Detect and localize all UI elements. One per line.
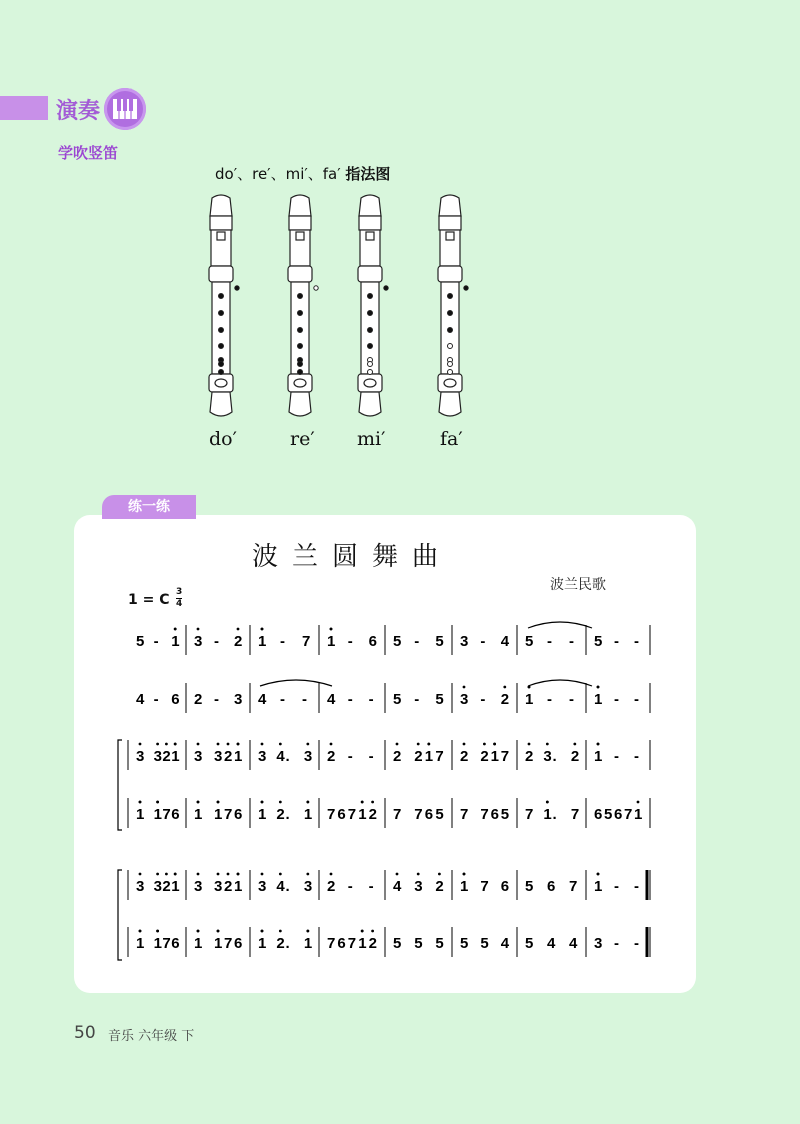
time-signature-top: 3 xyxy=(176,587,183,597)
note: 3 xyxy=(214,878,223,895)
note: 6 xyxy=(234,935,243,952)
note: 3 xyxy=(214,748,223,765)
system-bracket xyxy=(118,740,122,830)
measure xyxy=(327,873,374,895)
note: 3 xyxy=(460,633,469,650)
note: 2 xyxy=(500,691,510,708)
note: 3 xyxy=(136,878,145,895)
measure xyxy=(258,930,312,952)
note: - xyxy=(214,691,219,708)
note: 6 xyxy=(368,633,377,650)
note: 2 xyxy=(234,633,243,650)
note: 4 xyxy=(500,935,510,952)
measure xyxy=(594,686,639,708)
measure xyxy=(460,686,509,708)
note: 4 xyxy=(136,691,145,708)
measure xyxy=(393,806,444,823)
note: 5 xyxy=(393,691,402,708)
measure xyxy=(594,633,639,650)
note: 1 xyxy=(634,806,643,823)
note: 1 xyxy=(171,878,180,895)
note: 2 xyxy=(162,748,171,765)
note: 3 xyxy=(460,691,469,708)
note: 2 xyxy=(460,748,469,765)
note: 7 xyxy=(393,806,402,823)
note: - xyxy=(280,633,285,650)
note: 1 xyxy=(171,748,180,765)
note: 1 xyxy=(136,935,145,952)
note-label-mi: mi′ xyxy=(357,428,386,450)
measure xyxy=(194,930,242,952)
note: 6 xyxy=(171,935,180,952)
note: 2 xyxy=(368,806,377,823)
note: 1 xyxy=(525,691,534,708)
note: 4 xyxy=(327,691,336,708)
note: 3 xyxy=(594,935,603,952)
measure xyxy=(460,633,510,650)
note: 1 xyxy=(594,748,603,765)
note: - xyxy=(414,691,420,708)
note: 2 xyxy=(480,748,489,765)
note: - xyxy=(480,691,486,708)
score-row xyxy=(136,625,650,655)
note: 3 xyxy=(303,748,313,765)
note: 1 xyxy=(234,748,243,765)
measure xyxy=(194,691,242,708)
note: 5 xyxy=(525,633,534,650)
note: 1 xyxy=(303,935,313,952)
note: 7 xyxy=(347,935,357,952)
note: - xyxy=(614,691,619,708)
note: 7 xyxy=(327,935,336,952)
score-row xyxy=(128,927,650,957)
note: 3 xyxy=(194,633,203,650)
measure xyxy=(194,743,242,765)
measure xyxy=(258,628,310,650)
note: 2 xyxy=(162,878,171,895)
measure xyxy=(460,935,510,952)
measure xyxy=(136,873,180,895)
note: - xyxy=(569,691,574,708)
note: 1 xyxy=(358,935,367,952)
note: 7 xyxy=(624,806,633,823)
measure xyxy=(136,628,180,650)
measure xyxy=(327,930,377,952)
measure xyxy=(194,873,242,895)
note: 2 xyxy=(327,748,336,765)
note: 4 xyxy=(393,878,402,895)
note: 1 xyxy=(303,806,313,823)
measure xyxy=(460,806,509,823)
note: - xyxy=(368,748,374,765)
note: 2 xyxy=(327,878,336,895)
note: - xyxy=(368,878,374,895)
measure xyxy=(136,930,180,952)
note: 1 xyxy=(171,633,180,650)
note: 4 xyxy=(500,633,510,650)
measure xyxy=(327,628,377,650)
note: 2 xyxy=(276,806,285,823)
measure xyxy=(194,628,242,650)
measure xyxy=(594,873,639,895)
note: 7 xyxy=(162,806,171,823)
note: 7 xyxy=(460,806,469,823)
measure xyxy=(460,743,509,765)
note: 5 xyxy=(435,633,444,650)
note: 5 xyxy=(500,806,510,823)
song-origin: 波兰民歌 xyxy=(550,577,606,593)
note: 7 xyxy=(224,806,233,823)
note: 3 xyxy=(234,691,243,708)
note: 2 xyxy=(276,935,285,952)
measure xyxy=(393,633,444,650)
note: . xyxy=(552,806,557,823)
note: - xyxy=(347,633,353,650)
note: 6 xyxy=(171,806,180,823)
key-signature: 1 = C xyxy=(128,592,170,608)
practice-tab: 练一练 xyxy=(102,495,196,519)
note: 2 xyxy=(224,878,233,895)
measure xyxy=(525,935,578,952)
note: - xyxy=(634,633,639,650)
system-bracket xyxy=(118,870,122,960)
fingering-title-suffix: 指法图 xyxy=(345,165,391,183)
note: - xyxy=(614,748,619,765)
note: . xyxy=(285,878,290,895)
note: - xyxy=(634,878,639,895)
note: 7 xyxy=(347,806,357,823)
measure xyxy=(393,691,444,708)
note: 1 xyxy=(258,806,267,823)
note: 7 xyxy=(302,633,311,650)
note: . xyxy=(285,806,290,823)
note: - xyxy=(414,633,420,650)
measure xyxy=(136,691,180,708)
note: 3 xyxy=(258,748,267,765)
measure xyxy=(525,686,574,708)
note: 5 xyxy=(435,806,444,823)
note: . xyxy=(552,748,557,765)
subsection-title: 学吹竖笛 xyxy=(58,144,119,162)
note: 5 xyxy=(594,633,603,650)
note-label-re: re′ xyxy=(290,428,315,450)
note: 7 xyxy=(570,806,580,823)
song-title: 波兰圆舞曲 xyxy=(252,542,453,572)
measure xyxy=(594,743,639,765)
note: 1 xyxy=(424,748,434,765)
fingering-notes-text: do′、re′、mi′、fa′ xyxy=(215,165,346,183)
note: - xyxy=(569,633,574,650)
tie xyxy=(528,622,592,628)
note: - xyxy=(153,691,159,708)
note: 3 xyxy=(136,748,145,765)
measure xyxy=(525,743,579,765)
note: 1 xyxy=(594,878,603,895)
note: - xyxy=(480,633,486,650)
note: 6 xyxy=(424,806,434,823)
note: 5 xyxy=(435,935,444,952)
note: 1 xyxy=(490,748,499,765)
note: 5 xyxy=(480,935,489,952)
measure xyxy=(258,801,312,823)
note: 1 xyxy=(543,806,552,823)
note: 1 xyxy=(460,878,469,895)
note: 6 xyxy=(614,806,623,823)
note: - xyxy=(634,748,639,765)
note: - xyxy=(280,691,285,708)
note: 1 xyxy=(234,878,243,895)
note: - xyxy=(547,633,552,650)
measure xyxy=(594,935,639,952)
measure xyxy=(525,801,579,823)
note: 2 xyxy=(435,878,444,895)
note: 2 xyxy=(368,935,377,952)
note: 7 xyxy=(480,806,489,823)
note: 7 xyxy=(224,935,233,952)
note: 4 xyxy=(258,691,267,708)
note: - xyxy=(614,633,619,650)
note: 4 xyxy=(547,935,556,952)
note: - xyxy=(302,691,307,708)
note: 7 xyxy=(414,806,423,823)
book-title: 音乐 六年级 下 xyxy=(108,1029,195,1044)
note: 7 xyxy=(162,935,171,952)
note: 3 xyxy=(194,878,203,895)
note-label-do: do′ xyxy=(209,428,237,450)
measure xyxy=(136,801,180,823)
note: 1 xyxy=(258,935,267,952)
time-signature-bottom: 4 xyxy=(176,599,183,609)
note: 6 xyxy=(547,878,556,895)
note: 3 xyxy=(194,748,203,765)
score-row xyxy=(128,870,650,900)
note: 2 xyxy=(525,748,534,765)
note: - xyxy=(214,633,219,650)
note: 6 xyxy=(171,691,180,708)
note: 6 xyxy=(234,806,243,823)
note: - xyxy=(153,633,159,650)
note: 5 xyxy=(393,633,402,650)
note: 1 xyxy=(194,935,203,952)
note: - xyxy=(347,691,353,708)
note: 3 xyxy=(414,878,423,895)
note: - xyxy=(347,748,353,765)
note: 3 xyxy=(303,878,313,895)
note: 5 xyxy=(604,806,613,823)
measure xyxy=(194,801,242,823)
score-row xyxy=(128,798,650,828)
note: - xyxy=(368,691,374,708)
note: 6 xyxy=(337,935,346,952)
note: 3 xyxy=(543,748,552,765)
note: 5 xyxy=(525,935,534,952)
note: 1 xyxy=(327,633,336,650)
note: - xyxy=(347,878,353,895)
note: 5 xyxy=(460,935,469,952)
note: 5 xyxy=(435,691,444,708)
measure xyxy=(258,743,312,765)
note: 6 xyxy=(500,878,510,895)
note: - xyxy=(547,691,552,708)
note: 4 xyxy=(276,748,285,765)
measure xyxy=(393,873,444,895)
note: 1 xyxy=(214,806,223,823)
note: 6 xyxy=(594,806,603,823)
measure xyxy=(136,743,180,765)
measure xyxy=(258,873,312,895)
note-label-fa: fa′ xyxy=(440,428,463,450)
score-row xyxy=(128,740,650,770)
note: - xyxy=(634,935,639,952)
note: . xyxy=(285,748,290,765)
note: 1 xyxy=(136,806,145,823)
note: 1 xyxy=(153,806,162,823)
measure xyxy=(393,935,444,952)
note: 3 xyxy=(153,878,162,895)
note: 5 xyxy=(393,935,402,952)
note: 3 xyxy=(153,748,162,765)
note: 4 xyxy=(276,878,285,895)
note: 2 xyxy=(414,748,423,765)
note: 5 xyxy=(525,878,534,895)
note: 6 xyxy=(337,806,346,823)
measure xyxy=(525,878,577,895)
note: 6 xyxy=(490,806,499,823)
measure xyxy=(258,691,307,708)
page-number: 50 xyxy=(74,1023,96,1043)
note: 4 xyxy=(569,935,578,952)
section-title: 演奏 xyxy=(56,99,101,124)
note: 7 xyxy=(480,878,489,895)
note: 7 xyxy=(525,806,534,823)
note: 2 xyxy=(224,748,233,765)
note: - xyxy=(614,878,619,895)
note: 5 xyxy=(136,633,145,650)
measure xyxy=(594,801,642,823)
note: 2 xyxy=(393,748,402,765)
note: 7 xyxy=(435,748,444,765)
measure xyxy=(327,743,374,765)
note: 5 xyxy=(414,935,423,952)
measure xyxy=(525,633,574,650)
measure xyxy=(327,801,377,823)
note: 7 xyxy=(327,806,336,823)
note: - xyxy=(634,691,639,708)
measure xyxy=(393,743,444,765)
note: 7 xyxy=(500,748,510,765)
note: . xyxy=(285,935,290,952)
note: 1 xyxy=(153,935,162,952)
note: 1 xyxy=(258,633,267,650)
measure xyxy=(327,691,374,708)
note: 1 xyxy=(194,806,203,823)
note: 1 xyxy=(594,691,603,708)
note: - xyxy=(614,935,619,952)
tie xyxy=(260,680,332,686)
tie xyxy=(528,680,592,686)
note: 2 xyxy=(194,691,203,708)
note: 7 xyxy=(569,878,578,895)
note: 2 xyxy=(570,748,580,765)
note: 3 xyxy=(258,878,267,895)
note: 1 xyxy=(214,935,223,952)
score-row xyxy=(136,683,650,713)
measure xyxy=(460,873,509,895)
note: 1 xyxy=(358,806,367,823)
